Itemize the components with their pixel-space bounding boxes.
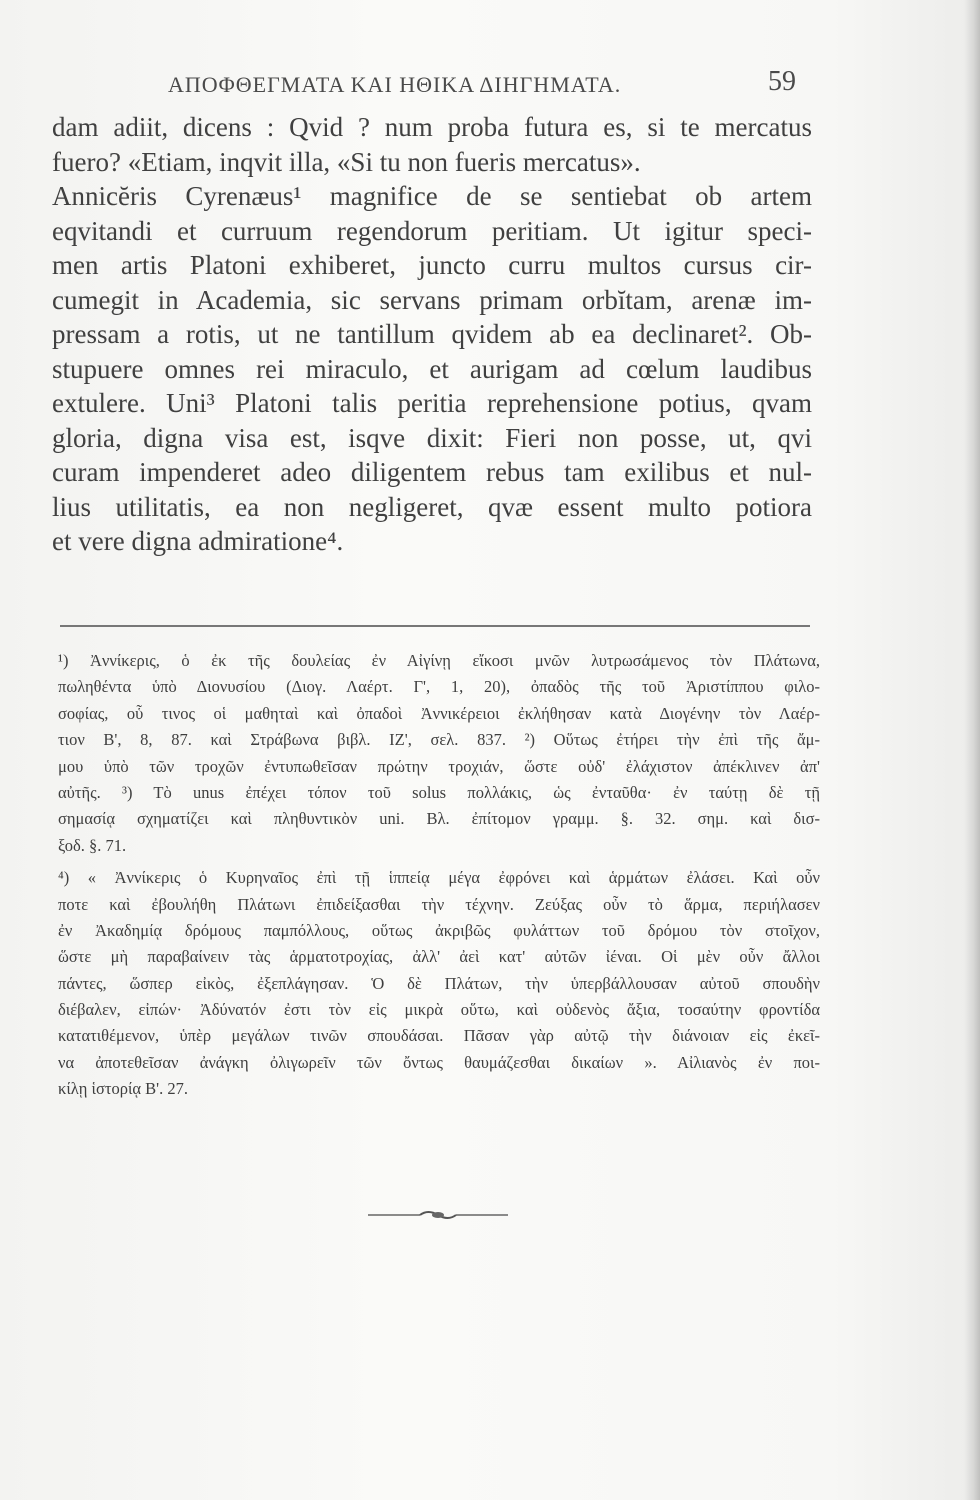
footnote-line: διέβαλεν, εἰπών· Ἀδύνατόν ἐστι τὸν εἰς μικρὰ οὕτω, καὶ οὐδενὸς ἄξια, τοσαύτην φροντίδα <box>58 1000 820 1020</box>
body-line: stupuere omnes rei miraculo, et aurigam ad cœlum laudibus <box>52 353 812 384</box>
body-line: extulere. Uni³ Platoni talis peritia reprehensione potius, qvam <box>52 388 812 418</box>
body-line: dam adiit, dicens : Qvid ? num proba futura es, si te mercatus <box>52 112 812 142</box>
body-line: curam impenderet adeo diligentem rebus tam exilibus et nul- <box>52 457 812 487</box>
footnote-line: κατατιθέμενον, ὑπὲρ μεγάλων τινῶν σπουδάσαι. Πᾶσαν γὰρ αὐτῷ τὴν διάνοιαν εἰς ἐκεῖ- <box>58 1026 820 1046</box>
footnote-line: πωληθέντα ὑπὸ Διονυσίου (Διογ. Λαέρτ. Γ', 1, 20), ὀπαδὸς τῆς τοῦ Ἀριστίππου φιλο- <box>58 677 820 697</box>
footnotes-block <box>58 648 820 1103</box>
footnote-line: ξοδ. §. 71. <box>58 835 127 855</box>
footnote-line: κίλῃ ἱστορίᾳ Β'. 27. <box>58 1079 189 1099</box>
body-line: cumegit in Academia, sic servans primam orbĭtam, arenæ im- <box>52 284 812 315</box>
footnote-line: ἐν Ἀκαδημίᾳ δρόμους παμπόλλους, οὕτως ἀκριβῶς φυλάττων τοῦ δρόμου τὸν στοῖχον, <box>58 920 820 940</box>
footnote-line: σημασίᾳ σχηματίζει καὶ πληθυντικὸν uni. Βλ. ἐπίτομον γραμμ. §. 32. σημ. καὶ δισ- <box>58 809 820 829</box>
body-line: gloria, digna visa est, isqve dixit: Fieri non posse, ut, qvi <box>52 422 812 453</box>
main-text-block <box>52 110 812 559</box>
page-edge-shadow <box>964 0 980 1500</box>
page-number: 59 <box>768 66 796 97</box>
footnote-line: ποτε καὶ ἐβουλήθη Πλάτωνι ἐπιδείξασθαι τὴν τέχνην. Ζεύξας οὖν τὸ ἅρμα, περιήλασεν <box>58 894 820 914</box>
footnote-line: ¹) Ἀννίκερις, ὁ ἐκ τῆς δουλείας ἐν Αἰγίνῃ εἴκοσι μνῶν λυτρωσάμενος τὸν Πλάτωνα, <box>58 651 820 670</box>
footnote-line: αὐτῆς. ³) Τὸ unus ἐπέχει τόπον τοῦ solus πολλάκις, ὡς ἐνταῦθα· ἐν ταύτῃ δὲ τῇ <box>58 782 820 802</box>
body-line: fuero? «Etiam, inqvit illa, «Si tu non fueris mercatus». <box>52 146 641 177</box>
running-title: ΑΠΟΦΘΕΓΜΑΤΑ ΚΑΙ ΗΘΙΚΑ ΔΙΗΓΗΜΑΤΑ. <box>168 72 622 97</box>
footnote-line: μου ὑπὸ τῶν τροχῶν ἐντυπωθεῖσαν πρώτην τροχιάν, ὥστε οὐδ' ἐλάχιστον ἀπέκλινεν ἀπ' <box>58 756 820 776</box>
body-line: pressam a rotis, ut ne tantillum qvidem ab ea declinaret². Ob- <box>52 319 812 349</box>
tailpiece-ornament <box>368 1208 508 1222</box>
body-line: lius utilitatis, ea non negligeret, qvæ essent multo potiora <box>52 491 812 522</box>
body-line: eqvitandi et curruum regendorum peritiam. Ut igitur speci- <box>52 215 812 246</box>
footnote-line: τιον Β', 8, 87. καὶ Στράβωνα βιβλ. ΙΖ', σελ. 837. ²) Οὕτως ἐτήρει τὴν ἐπὶ τῆς ἄμ- <box>58 730 820 750</box>
body-line: men artis Platoni exhiberet, juncto curru multos cursus cir- <box>52 250 812 280</box>
footnote-line: ⁴) « Ἀννίκερις ὁ Κυρηναῖος ἐπὶ τῇ ἱππείᾳ μέγα ἐφρόνει καὶ ἁρμάτων ἐλάσει. Καὶ οὖν <box>58 868 820 888</box>
footnote-line: ὥστε μὴ παραβαίνειν τὰς ἁρματοτροχίας, ἀλλ' ἀεὶ κατ' αὐτῶν ἰέναι. Οἱ μὲν οὖν ἄλλοι <box>58 947 820 967</box>
footnote-separator-rule <box>60 625 810 627</box>
footnote-line: πάντες, ὥσπερ εἰκὸς, ἐξεπλάγησαν. Ὁ δὲ Πλάτων, τὴν ὑπερβάλλουσαν αὐτοῦ σπουδὴν <box>58 973 820 993</box>
footnote-line: να ἀποτεθεῖσαν ἀνάγκη ὀλιγωρεῖν τῶν ὄντως θαυμάζεσθαι δικαίων ». Αἰλιανὸς ἐν ποι- <box>58 1052 820 1072</box>
footnote-line: σοφίας, οὗ τινος οἱ μαθηταὶ καὶ ὀπαδοὶ Ἀννικέρειοι ἐκλήθησαν κατὰ Διογένην τὸν Λαέρ- <box>58 703 820 723</box>
body-line: et vere digna admiratione⁴. <box>52 526 344 556</box>
body-line: Annicĕris Cyrenæus¹ magnifice de se sentiebat ob artem <box>52 181 812 211</box>
